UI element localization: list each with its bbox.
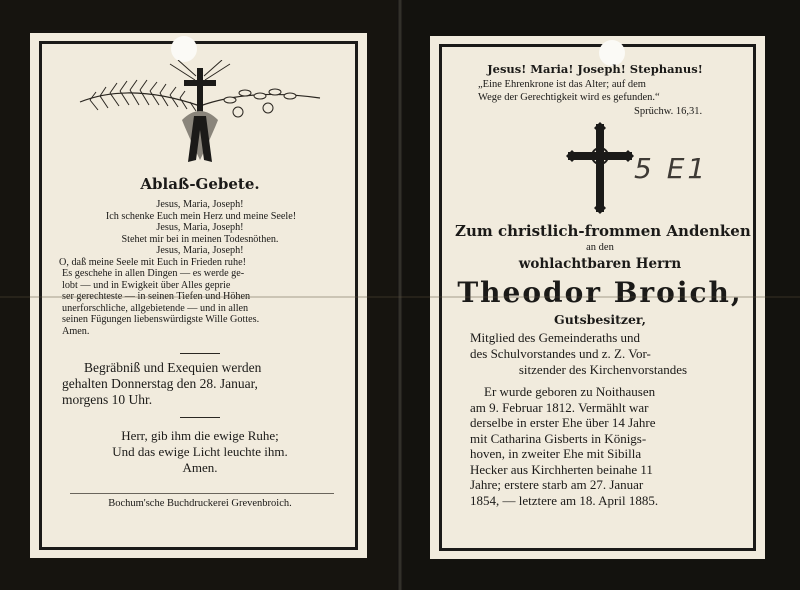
scripture-source: Sprüchw. 16,31. — [634, 106, 703, 117]
quote-line: „Eine Ehrenkrone ist das Alter; auf dem — [478, 79, 646, 90]
role-line: des Schulvorstandes und z. Z. Vor- — [470, 346, 651, 361]
bio-line: mit Catharina Gisberts in Königs- — [470, 430, 647, 446]
quote-line: Wege der Gerechtigkeit wird es gefunden.“ — [478, 92, 660, 103]
printer-credit: Bochum'sche Buchdruckerei Grevenbroich. — [108, 498, 292, 509]
closing-line: Amen. — [182, 460, 218, 475]
honorific: wohlachtbaren Herrn — [518, 256, 682, 272]
prayer-line: unerforschliche, allgebietende — und in allen — [62, 302, 249, 314]
handwritten-note: 5 E1 — [634, 152, 709, 185]
fold-line — [397, 0, 403, 590]
closing-line: Herr, gib ihm die ewige Ruhe; — [121, 428, 279, 443]
civic-roles — [470, 330, 736, 378]
bio-line: Er wurde geboren zu Noithausen — [484, 384, 656, 399]
prayer-line: Ich schenke Euch mein Herz und meine Seele! — [105, 210, 297, 222]
an-den-label: an den — [586, 242, 614, 253]
bio-line: hoven, in zweiter Ehe mit Sibilla — [470, 446, 642, 461]
bio-line: 1854, — letztere am 18. April 1885. — [470, 492, 659, 508]
header-invocation: Jesus! Maria! Joseph! Stephanus! — [487, 62, 703, 76]
funeral-line: Begräbniß und Exequien werden — [84, 360, 262, 375]
punch-hole-left — [171, 36, 197, 62]
bio-line: derselbe in erster Ehe über 14 Jahre — [470, 415, 656, 430]
divider — [70, 493, 334, 494]
funeral-notice — [62, 360, 338, 408]
prayer-line: ser gerechteste — in seinen Tiefen und Höhen — [62, 291, 251, 302]
closing-prayer — [62, 428, 338, 476]
cross-icon — [566, 122, 634, 214]
indulgence-prayers-title: Ablaß-Gebete. — [140, 175, 260, 193]
prayer-line: lobt — und in Ewigkeit über Alles geprie — [62, 279, 231, 291]
prayer-line: Jesus, Maria, Joseph! — [156, 245, 244, 256]
bio-line: Hecker aus Kirchherten beinahe 11 — [470, 461, 653, 477]
biography — [470, 384, 736, 508]
divider — [180, 417, 220, 418]
prayer-line: Stehet mir bei in meinen Todesnöthen. — [121, 233, 279, 245]
bio-line: am 9. Februar 1812. Vermählt war — [470, 399, 649, 415]
horizontal-crease — [0, 296, 800, 298]
funeral-line: morgens 10 Uhr. — [62, 392, 153, 407]
prayer-line: Amen. — [62, 325, 90, 337]
divider — [180, 353, 220, 354]
prayer-line: O, daß meine Seele mit Euch in Frieden ruhe! — [59, 256, 246, 268]
deceased-name: Theodor Broich, — [457, 276, 743, 309]
funeral-line: gehalten Donnerstag den 28. Januar, — [62, 376, 258, 391]
prayer-block — [59, 199, 338, 337]
role-line: Mitglied des Gemeinderaths und — [470, 330, 641, 345]
occupation: Gutsbesitzer, — [554, 312, 646, 327]
role-line: sitzender des Kirchenvorstandes — [518, 362, 688, 377]
memorial-heading: Zum christlich-frommen Andenken — [455, 222, 751, 240]
prayer-line: Jesus, Maria, Joseph! — [156, 222, 244, 233]
scripture-quote — [478, 78, 738, 104]
prayer-line: Jesus, Maria, Joseph! — [156, 199, 244, 210]
closing-line: Und das ewige Licht leuchte ihm. — [112, 444, 288, 459]
prayer-line: seinen Fügungen liebenswürdigste Wille Gottes. — [62, 314, 260, 325]
bio-line: Jahre; erstere starb am 27. Januar — [470, 477, 644, 492]
cross-palm-illustration — [70, 60, 328, 168]
prayer-line: Es geschehe in allen Dingen — es werde ge- — [62, 268, 245, 279]
